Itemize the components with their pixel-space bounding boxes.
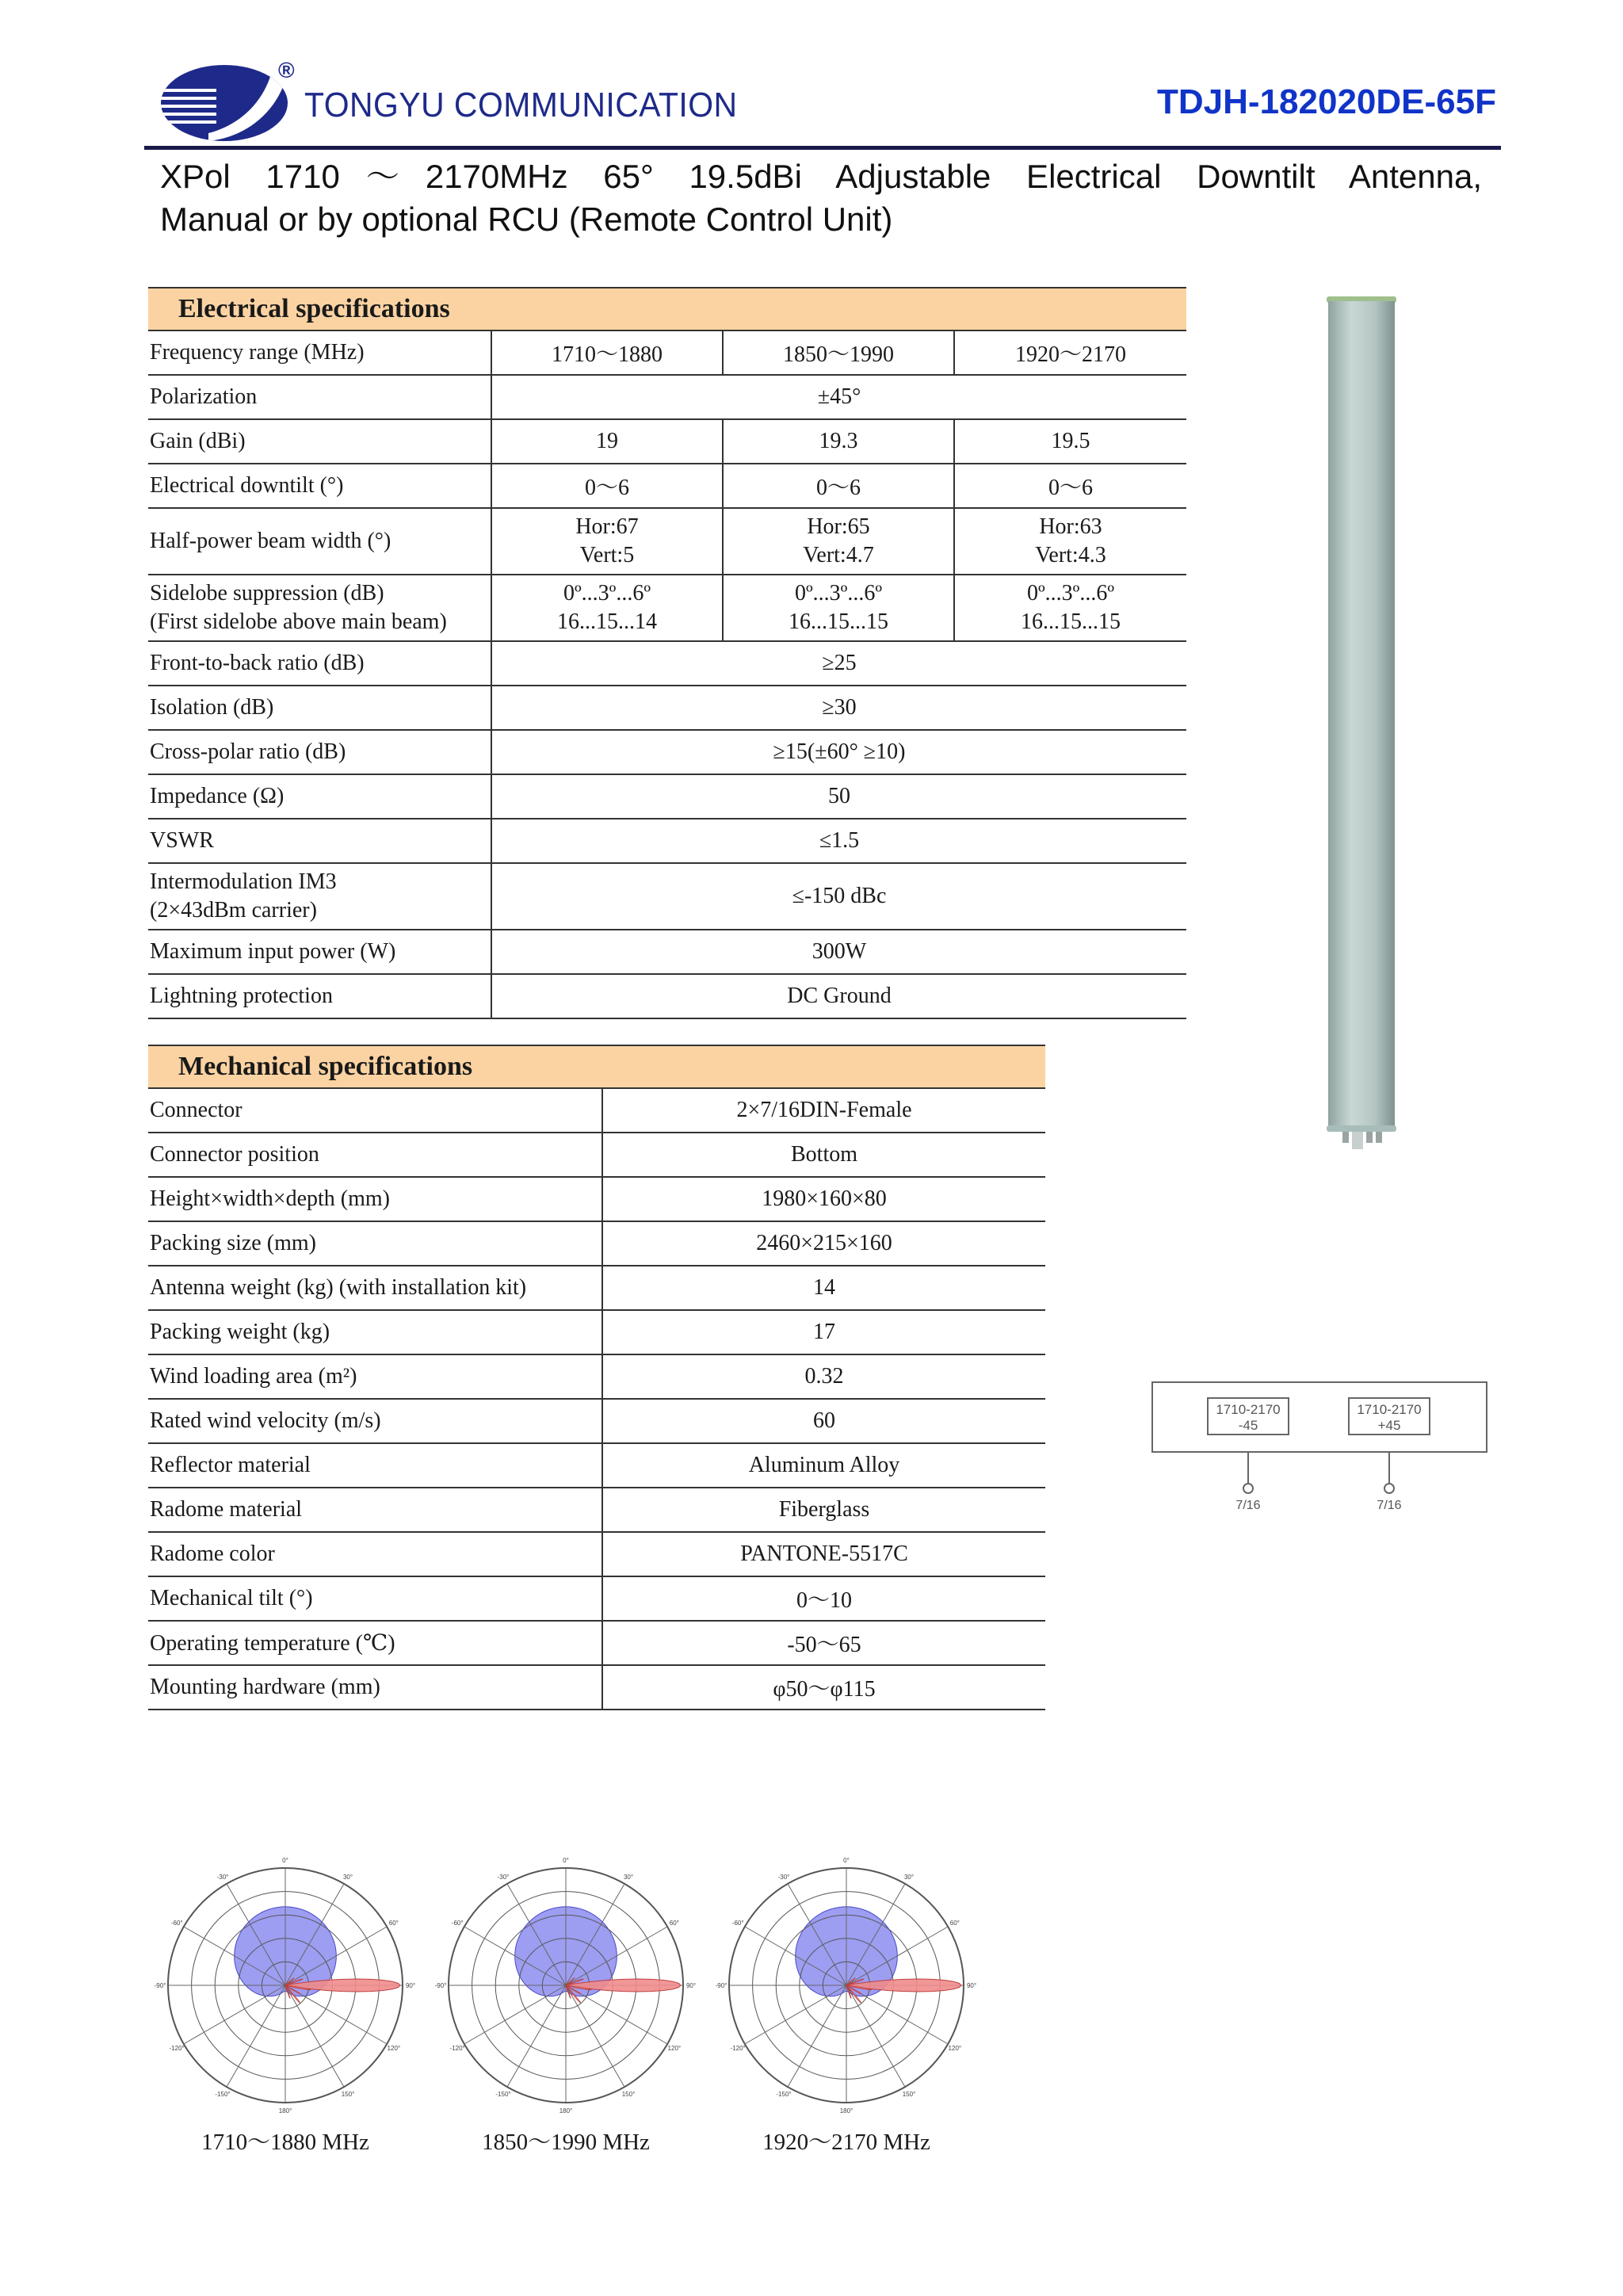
table-row [148, 1133, 1045, 1177]
table-row [148, 863, 1186, 930]
angle-label: -60° [170, 1920, 183, 1927]
svg-text:7/16: 7/16 [1377, 1499, 1402, 1512]
table-row [148, 1354, 1045, 1399]
spec-value: DC Ground [491, 974, 1186, 1018]
spec-value: 60 [602, 1399, 1045, 1443]
grid-spoke [464, 1985, 566, 2044]
angle-label: -150° [215, 2090, 231, 2098]
spec-value: 0º...3º...6º 16...15...15 [954, 575, 1186, 641]
table-row [148, 1399, 1045, 1443]
spec-label: Frequency range (MHz) [148, 331, 491, 375]
angle-label: 120° [948, 2045, 962, 2052]
grid-spoke [227, 1985, 285, 2087]
spec-value: 300W [491, 930, 1186, 974]
table-row [148, 819, 1186, 863]
polar-caption: 1710～1880 MHz [201, 2130, 369, 2155]
table-row [148, 1532, 1045, 1576]
grid-spoke [184, 1985, 285, 2044]
title-line-1: XPol 1710～2170MHz 65° 19.5dBi Adjustable Electrical Downtilt Antenna, [160, 158, 1482, 195]
spec-value: Hor:67 Vert:5 [491, 508, 723, 575]
registered-mark: ® [278, 58, 295, 82]
spec-value: PANTONE-5517C [602, 1532, 1045, 1576]
angle-label: 90° [966, 1982, 977, 1989]
grid-spoke [846, 1985, 905, 2087]
spec-value: 19 [491, 419, 723, 464]
table-row [148, 575, 1186, 641]
spec-value: ≤-150 dBc [491, 863, 1186, 930]
spec-label: Packing weight (kg) [148, 1310, 602, 1354]
angle-label: 0° [843, 1857, 850, 1864]
angle-label: -90° [715, 1982, 727, 1989]
electrical-spec-heading: Electrical specifications [148, 287, 1186, 331]
angle-label: -120° [449, 2045, 465, 2052]
svg-text:7/16: 7/16 [1235, 1499, 1261, 1512]
spec-value: 0～6 [954, 464, 1186, 508]
table-row [148, 1621, 1045, 1665]
company-name: TONGYU COMMUNICATION [304, 86, 738, 124]
spec-value: Fiberglass [602, 1488, 1045, 1532]
angle-label: -120° [169, 2045, 185, 2052]
table-row [148, 508, 1186, 575]
angle-label: 60° [388, 1920, 399, 1927]
spec-value: 0º...3º...6º 16...15...15 [723, 575, 954, 641]
svg-text:+45: +45 [1377, 1418, 1401, 1433]
spec-value: Aluminum Alloy [602, 1443, 1045, 1488]
spec-label: Packing size (mm) [148, 1221, 602, 1266]
table-row [148, 686, 1186, 730]
spec-label: Operating temperature (℃) [148, 1621, 602, 1665]
angle-label: 90° [685, 1982, 697, 1989]
polar-caption: 1920～2170 MHz [762, 2130, 930, 2155]
polar-caption: 1850～1990 MHz [482, 2130, 650, 2155]
spec-label: Wind loading area (m²) [148, 1354, 602, 1399]
angle-label: 120° [387, 2045, 401, 2052]
angle-label: 60° [669, 1920, 679, 1927]
spec-value: φ50～φ115 [602, 1665, 1045, 1710]
angle-label: -90° [154, 1982, 166, 1989]
spec-label: Intermodulation IM3 (2×43dBm carrier) [148, 863, 491, 930]
spec-label: Reflector material [148, 1443, 602, 1488]
table-row [148, 1310, 1045, 1354]
tongyu-logo [153, 54, 311, 145]
angle-label: 90° [405, 1982, 416, 1989]
spec-value: ≥15(±60° ≥10) [491, 730, 1186, 774]
grid-spoke [507, 1985, 566, 2087]
spec-label: Polarization [148, 375, 491, 419]
spec-value: ≤1.5 [491, 819, 1186, 863]
spec-value: 1980×160×80 [602, 1177, 1045, 1221]
spec-value: 17 [602, 1310, 1045, 1354]
spec-value: 1850～1990 [723, 331, 954, 375]
spec-value: 0º...3º...6º 16...15...14 [491, 575, 723, 641]
spec-value: 0.32 [602, 1354, 1045, 1399]
table-row [148, 1443, 1045, 1488]
mechanical-spec-heading: Mechanical specifications [148, 1045, 1045, 1089]
angle-label: 0° [563, 1857, 569, 1864]
port-diagram [1151, 1381, 1490, 1515]
angle-label: 180° [559, 2107, 573, 2115]
mechanical-spec-table [148, 1089, 1045, 1710]
angle-label: 0° [282, 1857, 288, 1864]
angle-label: -30° [777, 1874, 790, 1881]
spec-value: 0～6 [491, 464, 723, 508]
angle-label: -90° [434, 1982, 447, 1989]
spec-value: 1920～2170 [954, 331, 1186, 375]
polar-plot-1710-1880 [154, 1847, 416, 2132]
angle-label: -30° [497, 1874, 510, 1881]
polar-plot-1850-1990 [434, 1847, 697, 2132]
angle-label: -150° [495, 2090, 511, 2098]
spec-label: Impedance (Ω) [148, 774, 491, 819]
angle-label: -60° [451, 1920, 464, 1927]
spec-label: VSWR [148, 819, 491, 863]
angle-label: 150° [902, 2090, 916, 2098]
model-number: TDJH-182020DE-65F [1157, 82, 1496, 121]
spec-label: Half-power beam width (°) [148, 508, 491, 575]
angle-label: 150° [341, 2090, 355, 2098]
spec-label: Mechanical tilt (°) [148, 1576, 602, 1621]
spec-value: 14 [602, 1266, 1045, 1310]
angle-label: -150° [776, 2090, 792, 2098]
grid-spoke [285, 1985, 344, 2087]
angle-label: 180° [278, 2107, 292, 2115]
spec-label: Sidelobe suppression (dB) (First sidelobe above main beam) [148, 575, 491, 641]
table-row [148, 730, 1186, 774]
angle-label: 30° [903, 1874, 915, 1881]
table-row [148, 974, 1186, 1018]
table-row [148, 419, 1186, 464]
spec-label: Rated wind velocity (m/s) [148, 1399, 602, 1443]
table-row [148, 1089, 1045, 1133]
table-row [148, 1221, 1045, 1266]
port-left [1208, 1398, 1289, 1512]
spec-label: Gain (dBi) [148, 419, 491, 464]
spec-label: Radome material [148, 1488, 602, 1532]
table-row [148, 1177, 1045, 1221]
table-row [148, 1665, 1045, 1710]
angle-label: 150° [621, 2090, 636, 2098]
spec-value: -50～65 [602, 1621, 1045, 1665]
angle-label: 30° [342, 1874, 353, 1881]
table-row [148, 930, 1186, 974]
table-row [148, 375, 1186, 419]
angle-label: -30° [216, 1874, 229, 1881]
table-row [148, 331, 1186, 375]
angle-label: 120° [667, 2045, 682, 2052]
spec-label: Isolation (dB) [148, 686, 491, 730]
spec-value: 2460×215×160 [602, 1221, 1045, 1266]
spec-label: Maximum input power (W) [148, 930, 491, 974]
angle-label: 60° [949, 1920, 960, 1927]
spec-value: ≥25 [491, 641, 1186, 686]
grid-spoke [745, 1985, 846, 2044]
svg-text:1710-2170: 1710-2170 [1216, 1402, 1281, 1417]
spec-value: 2×7/16DIN-Female [602, 1089, 1045, 1133]
spec-value: ±45° [491, 375, 1186, 419]
title-line-2: Manual or by optional RCU (Remote Control Unit) [160, 201, 893, 238]
spec-label: Mounting hardware (mm) [148, 1665, 602, 1710]
spec-label: Cross-polar ratio (dB) [148, 730, 491, 774]
spec-value: 19.5 [954, 419, 1186, 464]
angle-label: -120° [730, 2045, 746, 2052]
spec-value: 19.3 [723, 419, 954, 464]
spec-value: Hor:63 Vert:4.3 [954, 508, 1186, 575]
spec-label: Front-to-back ratio (dB) [148, 641, 491, 686]
spec-label: Height×width×depth (mm) [148, 1177, 602, 1221]
table-row [148, 641, 1186, 686]
spec-value: 50 [491, 774, 1186, 819]
spec-label: Electrical downtilt (°) [148, 464, 491, 508]
page-title [160, 155, 1482, 241]
table-row [148, 774, 1186, 819]
spec-label: Lightning protection [148, 974, 491, 1018]
spec-label: Connector [148, 1089, 602, 1133]
svg-text:-45: -45 [1238, 1418, 1258, 1433]
spec-value: Bottom [602, 1133, 1045, 1177]
spec-label: Antenna weight (kg) (with installation kit) [148, 1266, 602, 1310]
spec-label: Connector position [148, 1133, 602, 1177]
spec-value: Hor:65 Vert:4.7 [723, 508, 954, 575]
angle-label: -60° [731, 1920, 744, 1927]
angle-label: 30° [623, 1874, 634, 1881]
electrical-spec-table [148, 331, 1186, 1019]
spec-value: 0～10 [602, 1576, 1045, 1621]
grid-spoke [566, 1985, 624, 2087]
spec-value: 1710～1880 [491, 331, 723, 375]
antenna-image [1323, 296, 1403, 1156]
spec-value: ≥30 [491, 686, 1186, 730]
grid-spoke [788, 1985, 846, 2087]
table-row [148, 464, 1186, 508]
table-row [148, 1266, 1045, 1310]
angle-label: 180° [839, 2107, 854, 2115]
table-row [148, 1576, 1045, 1621]
polar-plot-1920-2170 [715, 1847, 977, 2132]
table-row [148, 1488, 1045, 1532]
port-right [1349, 1398, 1430, 1512]
spec-label: Radome color [148, 1532, 602, 1576]
spec-value: 0～6 [723, 464, 954, 508]
header-divider [144, 146, 1501, 150]
svg-text:1710-2170: 1710-2170 [1357, 1402, 1422, 1417]
